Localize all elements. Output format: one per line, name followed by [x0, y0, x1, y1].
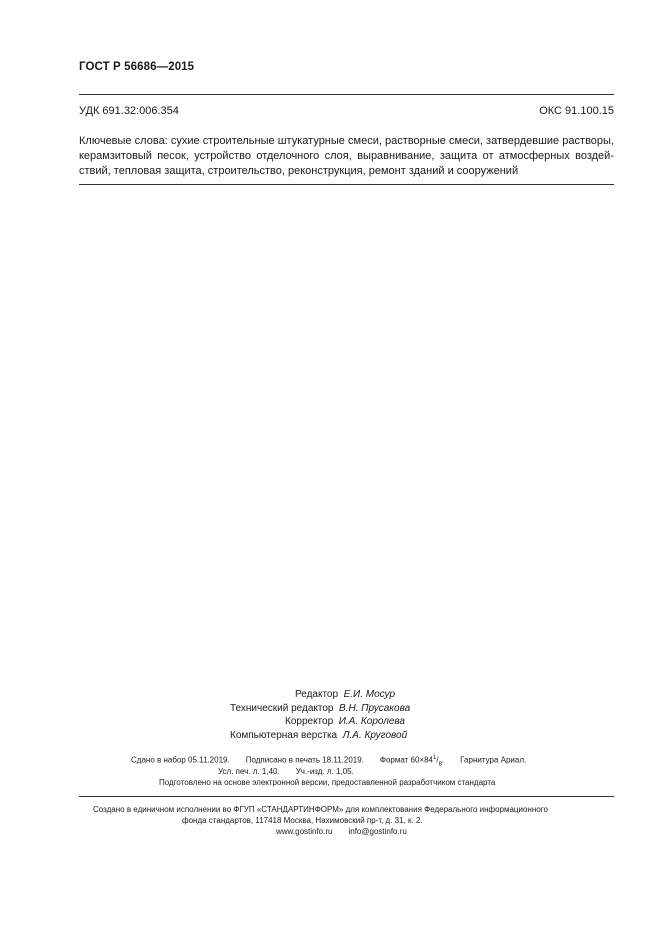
top-divider — [79, 94, 614, 95]
credit-layout: Компьютерная верстка Л.А. Круговой — [230, 729, 408, 741]
udk-code: УДК 691.32:006.354 — [79, 105, 179, 117]
oks-code: ОКС 91.100.15 — [539, 105, 614, 117]
keywords-line: керамзитовый песок, устройство отделочного слоя, выравнивание, защита от атмосферных воздей- — [79, 150, 614, 162]
credit-name: Л.А. Круговой — [342, 729, 408, 741]
keywords-divider — [79, 184, 614, 185]
credit-corrector: Корректор И.А. Королева — [285, 716, 405, 727]
credit-name: И.А. Королева — [338, 716, 405, 727]
credit-name: В.Н. Прусакова — [339, 702, 411, 714]
print-info-line: Сдано в набор 05.11.2019. Подписано в печать 18.11.2019. Формат $60\times 84^1/_8$. Гарнитура Ариал. — [131, 755, 527, 768]
keywords-block — [79, 134, 614, 179]
email-link[interactable]: info@gostinfo.ru — [348, 827, 407, 836]
footer-divider — [79, 796, 614, 797]
credit-tech-editor: Технический редактор В.Н. Прусакова — [230, 702, 411, 714]
website-link[interactable]: www.gostinfo.ru — [276, 827, 333, 836]
keywords-line: ствий, тепловая защита, строительство, реконструкция, ремонт зданий и сооружений — [79, 165, 519, 177]
credit-editor: Редактор Е.И. Мосур — [295, 689, 396, 700]
prepared-note: Подготовлено на основе электронной версии, предоставленной разработчиком стандарта — [159, 778, 496, 787]
credit-name: Е.И. Мосур — [343, 689, 396, 700]
credits-block — [200, 688, 460, 742]
footer-line: фонда стандартов, 117418 Москва, Нахимовский пр-т, д. 31, к. 2. — [182, 816, 423, 825]
footer-contacts — [276, 827, 407, 836]
keywords-line: Ключевые слова: сухие строительные штукатурные смеси, растворные смеси, затвердевшие растворы, — [79, 135, 614, 147]
standard-number: ГОСТ Р 56686—2015 — [79, 61, 195, 73]
footer-line: Создано в единичном исполнении во ФГУП «СТАНДАРТИНФОРМ» для комплектования Федерального информационного — [93, 805, 548, 814]
print-sheets-line: Усл. печ. л. 1,40. Уч.-изд. л. 1,05. — [218, 767, 354, 776]
